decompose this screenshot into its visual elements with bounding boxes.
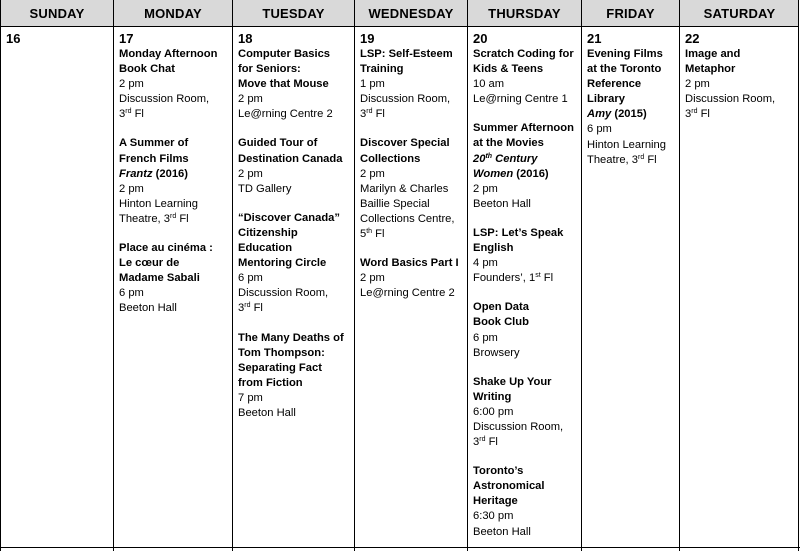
day-cell-21 — [581, 27, 679, 551]
event-location-line: Marilyn & Charles — [360, 182, 449, 195]
event-place-au-cin-ma-le-c-ur-de-madame-sabali[interactable] — [119, 241, 227, 316]
event-time: 2 pm — [119, 78, 144, 91]
event-film-title: Amy (2015) — [587, 108, 647, 121]
event-evening-films-at-the-toronto-reference-library[interactable] — [587, 47, 674, 168]
event-title-line: Heritage — [473, 495, 518, 508]
event-discover-canada-citizenship-education-mentoring-circle[interactable] — [238, 211, 349, 317]
day-header-thursday: THURSDAY — [467, 0, 581, 27]
event-location-line: Browsery — [473, 346, 520, 359]
day-cell-22 — [679, 27, 799, 551]
event-discover-special-collections[interactable] — [360, 136, 462, 242]
event-title-line: for Seniors: — [238, 63, 301, 76]
event-title-line: from Fiction — [238, 376, 303, 389]
event-time: 6 pm — [119, 287, 144, 300]
event-title-line: Destination Canada — [238, 152, 343, 165]
event-location-line: 3rd Fl — [685, 108, 710, 121]
event-title-line: Discover Special — [360, 137, 450, 150]
event-time: 6 pm — [587, 123, 612, 136]
day-number: 16 — [6, 31, 21, 46]
day-header-monday: MONDAY — [113, 0, 232, 27]
event-location-line: Discussion Room, — [238, 287, 329, 300]
event-a-summer-of-french-films[interactable] — [119, 136, 227, 227]
event-film-title: Frantz (2016) — [119, 167, 189, 180]
event-time: 6 pm — [238, 272, 263, 285]
day-number: 19 — [360, 31, 375, 46]
event-time: 2 pm — [685, 78, 710, 91]
event-computer-basics-for-seniors-move-that-mouse[interactable] — [238, 47, 349, 122]
event-open-data-book-club[interactable] — [473, 300, 576, 360]
event-title-line: Astronomical — [473, 480, 545, 493]
event-title-line: Summer Afternoon — [473, 122, 574, 135]
event-title-line: Computer Basics — [238, 48, 331, 60]
event-time: 2 pm — [238, 167, 263, 180]
event-time: 2 pm — [360, 167, 385, 180]
event-title-line: Collections — [360, 152, 421, 165]
day-cell-16 — [0, 27, 113, 551]
day-number: 21 — [587, 31, 602, 46]
event-location-line: Beeton Hall — [473, 525, 531, 538]
event-title-line: at the Toronto — [587, 63, 662, 76]
event-title-line: Book Club — [473, 316, 529, 329]
event-title-line: Education — [238, 242, 293, 255]
event-time: 1 pm — [360, 78, 385, 91]
event-title-line: Shake Up Your — [473, 375, 552, 388]
event-title-line: Madame Sabali — [119, 272, 200, 285]
event-location-line: Hinton Learning — [119, 197, 198, 210]
event-title-line: Le cœur de — [119, 257, 180, 270]
event-title-line: at the Movies — [473, 137, 544, 150]
event-title-line: French Films — [119, 152, 189, 165]
event-time: 2 pm — [119, 182, 144, 195]
event-location-line: Beeton Hall — [119, 302, 177, 315]
event-title-line: Place au cinéma : — [119, 242, 213, 255]
event-title-line: Toronto’s — [473, 465, 524, 478]
event-shake-up-your-writing[interactable] — [473, 375, 576, 450]
event-title-line: Metaphor — [685, 63, 736, 76]
day-number: 18 — [238, 31, 253, 46]
event-title-line: Library — [587, 93, 625, 106]
event-title-line: English — [473, 242, 514, 255]
event-location-line: Discussion Room, — [685, 93, 776, 106]
day-number: 17 — [119, 31, 134, 46]
event-time: 6 pm — [473, 331, 498, 344]
event-time: 2 pm — [238, 93, 263, 106]
event-title-line: Kids & Teens — [473, 63, 544, 76]
event-title-line: Tom Thompson: — [238, 346, 325, 359]
event-time: 7 pm — [238, 391, 263, 404]
event-location-line: Le@rning Centre 1 — [473, 93, 568, 106]
event-lsp-let-s-speak-english[interactable] — [473, 226, 576, 286]
event-title-line: Book Chat — [119, 63, 175, 76]
event-location-line: Beeton Hall — [473, 197, 531, 210]
event-location-line: Theatre, 3rd Fl — [587, 153, 657, 166]
event-title-line: Mentoring Circle — [238, 257, 327, 270]
event-location-line: TD Gallery — [238, 182, 292, 195]
event-location-line: 3rd Fl — [473, 436, 498, 449]
event-time: 10 am — [473, 78, 505, 91]
event-title-line: LSP: Self-Esteem — [360, 48, 453, 60]
event-title-line: The Many Deaths of — [238, 331, 344, 344]
day-cell-17 — [113, 27, 232, 551]
event-title-line: Open Data — [473, 301, 529, 314]
event-location-line: Hinton Learning — [587, 138, 666, 151]
event-title-line: Guided Tour of — [238, 137, 318, 150]
event-time: 2 pm — [360, 272, 385, 285]
day-header-saturday: SATURDAY — [679, 0, 799, 27]
event-word-basics-part-i[interactable] — [360, 256, 462, 301]
event-toronto-s-astronomical-heritage[interactable] — [473, 464, 576, 539]
event-location-line: Beeton Hall — [238, 406, 296, 419]
event-title-line: Citizenship — [238, 226, 298, 239]
event-title-line: LSP: Let’s Speak — [473, 226, 564, 239]
event-title-line: Reference — [587, 78, 642, 91]
event-time: 2 pm — [473, 182, 498, 195]
event-title-line: Separating Fact — [238, 361, 322, 374]
event-title-line: Word Basics Part I — [360, 257, 459, 270]
event-location-line: Baillie Special — [360, 197, 430, 210]
day-header-friday: FRIDAY — [581, 0, 679, 27]
day-cell-20 — [467, 27, 581, 551]
event-title-line: Move that Mouse — [238, 78, 329, 91]
event-location-line: Theatre, 3rd Fl — [119, 212, 189, 225]
event-title-line: Training — [360, 63, 404, 76]
event-film-title: 20th Century Women (2016) — [473, 152, 549, 180]
event-location-line: 3rd Fl — [119, 108, 144, 121]
day-header-tuesday: TUESDAY — [232, 0, 354, 27]
day-header-sunday: SUNDAY — [0, 0, 113, 27]
event-the-many-deaths-of-tom-thompson-separating-fact-from-fiction[interactable] — [238, 331, 349, 422]
day-number: 20 — [473, 31, 488, 46]
event-location-line: Collections Centre, — [360, 212, 455, 225]
day-header-wednesday: WEDNESDAY — [354, 0, 467, 27]
event-location-line: Founders’, 1st Fl — [473, 272, 554, 285]
event-summer-afternoon-at-the-movies[interactable] — [473, 121, 576, 212]
event-location-line: 3rd Fl — [238, 302, 263, 315]
event-lsp-self-esteem-training[interactable] — [360, 47, 462, 122]
calendar-right-border — [798, 0, 799, 551]
event-title-line: “Discover Canada” — [238, 211, 340, 224]
event-title-line: A Summer of — [119, 137, 189, 150]
event-image-and-metaphor[interactable] — [685, 47, 794, 122]
event-title-line: Scratch Coding for — [473, 48, 574, 60]
event-location-line: Discussion Room, — [119, 93, 210, 106]
event-scratch-coding-for-kids-teens[interactable] — [473, 47, 576, 107]
day-cell-19 — [354, 27, 467, 551]
event-title-line: Evening Films — [587, 48, 663, 60]
calendar-bottom-line — [0, 547, 800, 548]
event-location-line: Discussion Room, — [473, 420, 564, 433]
event-time: 6:30 pm — [473, 510, 514, 523]
event-location-line: Le@rning Centre 2 — [360, 287, 455, 300]
event-location-line: 5th Fl — [360, 228, 385, 241]
event-title-line: Image and — [685, 48, 741, 60]
day-number: 22 — [685, 31, 700, 46]
event-location-line: Le@rning Centre 2 — [238, 108, 333, 121]
event-location-line: Discussion Room, — [360, 93, 451, 106]
event-title-line: Monday Afternoon — [119, 48, 218, 60]
day-cell-18 — [232, 27, 354, 551]
event-guided-tour-of-destination-canada[interactable] — [238, 136, 349, 196]
event-time: 4 pm — [473, 257, 498, 270]
event-time: 6:00 pm — [473, 405, 514, 418]
event-location-line: 3rd Fl — [360, 108, 385, 121]
event-title-line: Writing — [473, 390, 512, 403]
event-monday-afternoon-book-chat[interactable] — [119, 47, 227, 122]
